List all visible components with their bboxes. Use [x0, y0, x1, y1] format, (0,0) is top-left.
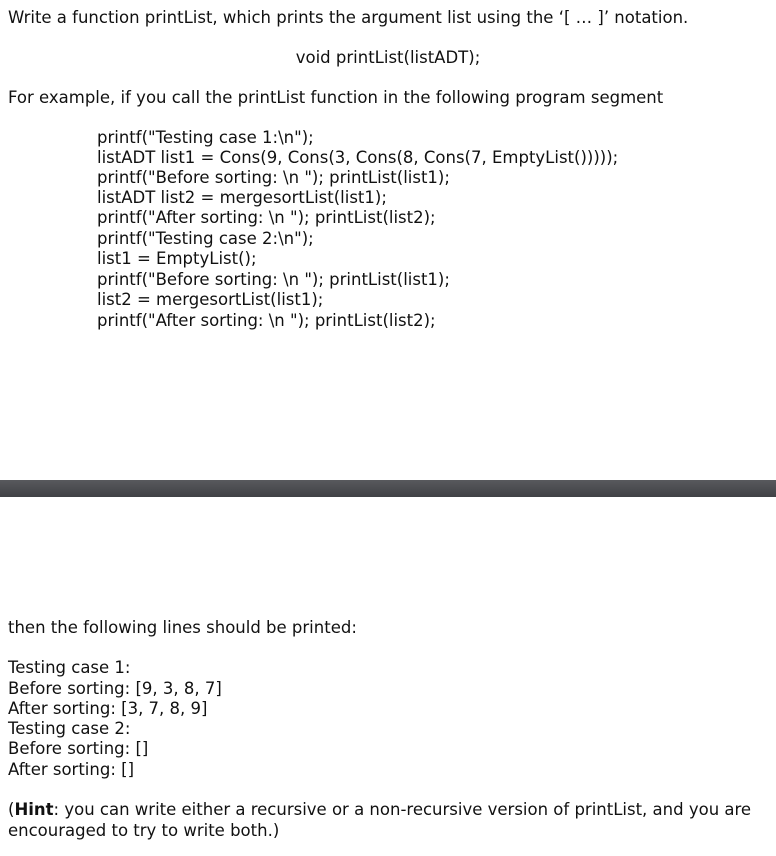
example-intro-text: For example, if you call the printList function in the following program segment [8, 88, 664, 107]
function-signature: void printList(listADT); [295, 48, 481, 67]
intro-text: Write a function printList, which prints the argument list using the ‘[ … ]’ notation. [8, 8, 689, 27]
hint-label: Hint [14, 800, 54, 819]
page-divider [0, 480, 776, 497]
code-line: printf("Testing case 2:\n"); [97, 229, 314, 248]
code-line: list1 = EmptyList(); [97, 249, 257, 268]
then-text: then the following lines should be printed: [8, 618, 357, 637]
output-line: After sorting: [] [8, 760, 135, 779]
code-line: listADT list2 = mergesortList(list1); [97, 188, 387, 207]
hint-paragraph [8, 799, 768, 841]
code-line: printf("After sorting: \n "); printList(list2); [97, 311, 436, 330]
output-line: Testing case 2: [8, 719, 131, 738]
code-line: printf("Before sorting: \n "); printList(list1); [97, 168, 450, 187]
code-line: printf("After sorting: \n "); printList(list2); [97, 208, 436, 227]
code-line: listADT list1 = Cons(9, Cons(3, Cons(8, Cons(7, EmptyList())))); [97, 148, 619, 167]
code-line: printf("Testing case 1:\n"); [97, 128, 314, 147]
output-line: Before sorting: [] [8, 739, 149, 758]
output-line: Before sorting: [9, 3, 8, 7] [8, 679, 222, 698]
output-line: Testing case 1: [8, 658, 131, 677]
hint-open-paren: ( [8, 800, 15, 819]
code-line: list2 = mergesortList(list1); [97, 290, 324, 309]
output-line: After sorting: [3, 7, 8, 9] [8, 699, 208, 718]
code-line: printf("Before sorting: \n "); printList(list1); [97, 270, 450, 289]
hint-text: : you can write either a recursive or a non-recursive version of printList, and you are encouraged to try to write both.) [8, 800, 752, 840]
